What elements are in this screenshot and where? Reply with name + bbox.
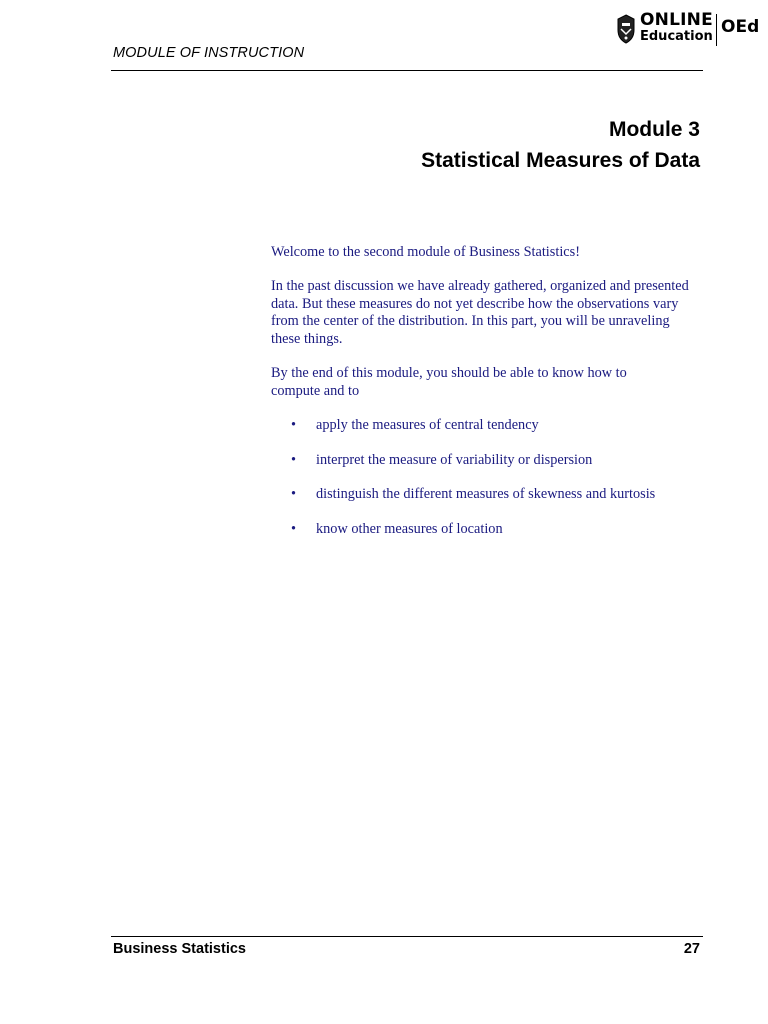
module-number: Module 3 [608, 118, 700, 141]
logo-online-text: ONLINE [640, 10, 713, 30]
objective-text: know other measures of location [316, 520, 503, 537]
online-education-logo [614, 10, 764, 50]
objective-text: interpret the measure of variability or dispersion [316, 451, 593, 468]
footer-divider [111, 936, 703, 937]
logo-education-text: Education [640, 29, 713, 44]
school-crest-icon [616, 14, 636, 44]
page-number: 27 [683, 941, 700, 957]
header-divider [111, 70, 703, 71]
footer-title: Business Statistics [113, 941, 246, 957]
bullet-icon: • [291, 520, 297, 537]
bullet-icon: • [291, 486, 297, 502]
objective-text: apply the measures of central tendency [316, 417, 539, 433]
past-discussion-paragraph: In the past discussion we have already gathered, organized and presented data. But these measures do not yet describe how the observations vary from the center of the distribution. In this part, you will be unraveling these things. [271, 278, 689, 347]
welcome-paragraph: Welcome to the second module of Business Statistics! [271, 244, 580, 260]
running-header: MODULE OF INSTRUCTION [113, 45, 305, 61]
logo-divider [716, 14, 717, 46]
module-title: Statistical Measures of Data [421, 149, 700, 172]
bullet-icon: • [291, 451, 297, 468]
end-of-module-paragraph: By the end of this module, you should be able to know how to compute and to [271, 365, 627, 399]
objective-text: distinguish the different measures of skewness and kurtosis [316, 486, 656, 502]
bullet-icon: • [291, 417, 297, 433]
logo-oed-text: OEd [721, 17, 760, 37]
